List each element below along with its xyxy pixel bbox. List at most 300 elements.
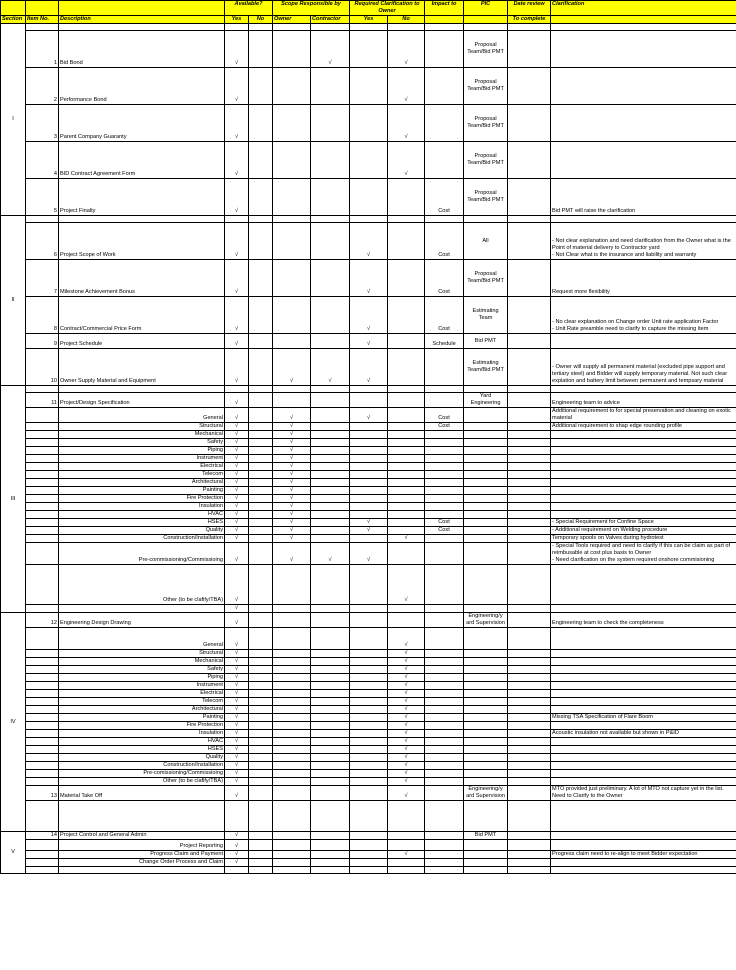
clar-yes <box>350 859 388 867</box>
clarification-cell <box>551 511 736 519</box>
pic-cell <box>464 746 508 754</box>
date-review-cell <box>508 334 551 349</box>
date-review-cell <box>508 666 551 674</box>
avail-no <box>249 463 273 471</box>
item-no-cell <box>26 801 59 832</box>
item-no-cell <box>26 859 59 867</box>
clar-no <box>388 349 425 386</box>
pic-cell <box>464 386 508 393</box>
scope-contractor <box>311 393 350 408</box>
scope-owner <box>273 867 311 874</box>
clarification-cell: Engineering team to advice <box>551 393 736 408</box>
clar-no <box>388 840 425 851</box>
clarification-cell <box>551 31 736 68</box>
description-cell <box>59 24 225 31</box>
clar-yes: √ <box>350 408 388 423</box>
table-row <box>1 786 736 801</box>
avail-yes: √ <box>225 487 249 495</box>
table-row <box>1 730 736 738</box>
scope-owner: √ <box>273 543 311 565</box>
clar-no: √ <box>388 770 425 778</box>
scope-contractor <box>311 24 350 31</box>
pic-cell <box>464 859 508 867</box>
clar-yes <box>350 142 388 179</box>
clar-yes <box>350 487 388 495</box>
pic-cell: Proposal Team/Bid PMT <box>464 260 508 297</box>
header-blank <box>26 1 59 16</box>
clar-yes <box>350 447 388 455</box>
description-cell: Parent Company Guaranty <box>59 105 225 142</box>
item-no-cell <box>26 867 59 874</box>
impact-cell <box>425 650 464 658</box>
description-cell: Architectural <box>59 479 225 487</box>
impact-cell <box>425 840 464 851</box>
scope-contractor <box>311 565 350 605</box>
clarification-cell <box>551 386 736 393</box>
avail-yes: √ <box>225 786 249 801</box>
item-no-cell <box>26 455 59 463</box>
date-review-cell <box>508 778 551 786</box>
date-review-cell <box>508 535 551 543</box>
date-review-cell <box>508 762 551 770</box>
avail-yes: √ <box>225 393 249 408</box>
avail-yes: √ <box>225 682 249 690</box>
description-cell: Milestone Achievement Bonus <box>59 260 225 297</box>
clar-yes: √ <box>350 334 388 349</box>
description-cell: Mechanical <box>59 431 225 439</box>
impact-cell <box>425 495 464 503</box>
pic-cell <box>464 851 508 859</box>
clar-no: √ <box>388 851 425 859</box>
avail-yes: √ <box>225 738 249 746</box>
impact-cell <box>425 511 464 519</box>
item-no-cell <box>26 738 59 746</box>
description-cell: Construction/Installation <box>59 762 225 770</box>
clar-no <box>388 386 425 393</box>
clarification-cell: Bid PMT will raise the clarification <box>551 179 736 216</box>
clarification-cell: Missing TSA Specification of Flare Boom <box>551 714 736 722</box>
scope-contractor <box>311 851 350 859</box>
clar-no <box>388 867 425 874</box>
clar-no: √ <box>388 746 425 754</box>
avail-yes: √ <box>225 698 249 706</box>
header-scope: Scope Responsible by <box>273 1 350 16</box>
date-review-cell <box>508 690 551 698</box>
scope-contractor: √ <box>311 31 350 68</box>
pic-cell: Bid PMT <box>464 334 508 349</box>
scope-contractor <box>311 832 350 840</box>
description-cell: Project/Design Specification <box>59 393 225 408</box>
clarification-cell <box>551 650 736 658</box>
date-review-cell <box>508 738 551 746</box>
clar-no <box>388 527 425 535</box>
clarification-cell: Additional requirement to shap edge rounding profile <box>551 423 736 431</box>
avail-yes: √ <box>225 511 249 519</box>
pic-cell: Proposal Team/Bid PMT <box>464 142 508 179</box>
scope-owner: √ <box>273 349 311 386</box>
pic-cell <box>464 605 508 613</box>
scope-contractor: √ <box>311 349 350 386</box>
pic-cell <box>464 698 508 706</box>
clarification-cell <box>551 762 736 770</box>
pic-cell: Engineering/y ard Supervision <box>464 613 508 628</box>
impact-cell <box>425 801 464 832</box>
clarification-cell <box>551 105 736 142</box>
avail-no <box>249 216 273 223</box>
avail-yes: √ <box>225 706 249 714</box>
clarification-cell: Request more flexibility <box>551 260 736 297</box>
pic-cell <box>464 770 508 778</box>
avail-yes: √ <box>225 105 249 142</box>
clar-yes: √ <box>350 527 388 535</box>
pic-cell <box>464 730 508 738</box>
clarification-cell <box>551 738 736 746</box>
avail-yes: √ <box>225 565 249 605</box>
table-row <box>1 801 736 832</box>
description-cell <box>59 386 225 393</box>
table-row <box>1 674 736 682</box>
avail-yes: √ <box>225 349 249 386</box>
clar-no: √ <box>388 68 425 105</box>
pic-cell <box>464 527 508 535</box>
description-cell: Piping <box>59 447 225 455</box>
description-cell: Performance Bond <box>59 68 225 105</box>
clar-yes <box>350 431 388 439</box>
avail-yes: √ <box>225 408 249 423</box>
impact-cell <box>425 746 464 754</box>
date-review-cell <box>508 650 551 658</box>
avail-no <box>249 706 273 714</box>
clar-no <box>388 543 425 565</box>
table-row <box>1 770 736 778</box>
pic-cell <box>464 682 508 690</box>
pic-cell <box>464 778 508 786</box>
scope-contractor <box>311 762 350 770</box>
clar-yes <box>350 658 388 666</box>
date-review-cell <box>508 105 551 142</box>
section-cell: I <box>1 24 26 216</box>
clarification-cell <box>551 471 736 479</box>
scope-contractor <box>311 386 350 393</box>
date-review-cell <box>508 511 551 519</box>
impact-cell <box>425 762 464 770</box>
table-row <box>1 223 736 260</box>
clar-yes <box>350 24 388 31</box>
pic-cell <box>464 738 508 746</box>
scope-contractor <box>311 527 350 535</box>
clarification-cell <box>551 479 736 487</box>
pic-cell: Proposal Team/Bid PMT <box>464 179 508 216</box>
impact-cell <box>425 613 464 628</box>
avail-no <box>249 628 273 650</box>
avail-yes <box>225 216 249 223</box>
pic-cell <box>464 690 508 698</box>
item-no-cell: 1 <box>26 31 59 68</box>
pic-cell <box>464 511 508 519</box>
date-review-cell <box>508 423 551 431</box>
date-review-cell <box>508 24 551 31</box>
item-no-cell <box>26 447 59 455</box>
item-no-cell <box>26 423 59 431</box>
scope-owner <box>273 223 311 260</box>
item-no-cell <box>26 439 59 447</box>
avail-yes: √ <box>225 503 249 511</box>
header-to-complete: To complete <box>508 16 551 24</box>
table-row <box>1 423 736 431</box>
clar-no: √ <box>388 778 425 786</box>
scope-owner <box>273 393 311 408</box>
avail-yes: √ <box>225 658 249 666</box>
description-cell: Telecom <box>59 471 225 479</box>
avail-no <box>249 487 273 495</box>
scope-contractor <box>311 666 350 674</box>
impact-cell <box>425 754 464 762</box>
pic-cell <box>464 423 508 431</box>
clar-yes <box>350 105 388 142</box>
impact-cell <box>425 386 464 393</box>
scope-contractor <box>311 674 350 682</box>
impact-cell <box>425 503 464 511</box>
item-no-cell <box>26 511 59 519</box>
clarification-cell <box>551 778 736 786</box>
table-row <box>1 714 736 722</box>
scope-contractor <box>311 519 350 527</box>
clar-no <box>388 495 425 503</box>
date-review-cell <box>508 628 551 650</box>
impact-cell <box>425 730 464 738</box>
scope-owner <box>273 179 311 216</box>
table-row <box>1 650 736 658</box>
pic-cell <box>464 674 508 682</box>
item-no-cell <box>26 527 59 535</box>
table-row <box>1 463 736 471</box>
date-review-cell <box>508 786 551 801</box>
pic-cell <box>464 628 508 650</box>
table-row <box>1 495 736 503</box>
avail-yes <box>225 386 249 393</box>
avail-no <box>249 334 273 349</box>
impact-cell: Cost <box>425 527 464 535</box>
pic-cell <box>464 455 508 463</box>
clarification-cell: Additional requirement to for special preservation and cleaning on exotic material <box>551 408 736 423</box>
scope-contractor: √ <box>311 543 350 565</box>
impact-cell <box>425 851 464 859</box>
avail-yes: √ <box>225 650 249 658</box>
scope-owner: √ <box>273 495 311 503</box>
avail-no <box>249 832 273 840</box>
table-row <box>1 216 736 223</box>
clar-yes: √ <box>350 543 388 565</box>
scope-owner <box>273 722 311 730</box>
clar-yes <box>350 463 388 471</box>
clar-no <box>388 431 425 439</box>
avail-no <box>249 674 273 682</box>
scope-owner <box>273 297 311 334</box>
avail-no <box>249 746 273 754</box>
clarification-cell <box>551 859 736 867</box>
clar-yes <box>350 832 388 840</box>
clar-yes <box>350 439 388 447</box>
scope-owner: √ <box>273 463 311 471</box>
clar-no: √ <box>388 706 425 714</box>
clar-yes <box>350 471 388 479</box>
description-cell <box>59 605 225 613</box>
clar-no: √ <box>388 666 425 674</box>
scope-contractor <box>311 754 350 762</box>
scope-owner <box>273 770 311 778</box>
avail-no <box>249 535 273 543</box>
item-no-cell <box>26 682 59 690</box>
item-no-cell: 11 <box>26 393 59 408</box>
avail-no <box>249 393 273 408</box>
clar-yes <box>350 778 388 786</box>
scope-contractor <box>311 495 350 503</box>
impact-cell <box>425 431 464 439</box>
scope-owner <box>273 605 311 613</box>
clar-yes <box>350 216 388 223</box>
pic-cell <box>464 216 508 223</box>
table-row <box>1 690 736 698</box>
avail-no <box>249 408 273 423</box>
description-cell: HSES <box>59 519 225 527</box>
impact-cell: Cost <box>425 179 464 216</box>
avail-no <box>249 471 273 479</box>
clar-yes <box>350 682 388 690</box>
table-row <box>1 527 736 535</box>
date-review-cell <box>508 730 551 738</box>
clar-yes: √ <box>350 223 388 260</box>
scope-owner <box>273 738 311 746</box>
item-no-cell <box>26 503 59 511</box>
avail-no <box>249 690 273 698</box>
date-review-cell <box>508 455 551 463</box>
clarification-cell <box>551 754 736 762</box>
scope-owner <box>273 674 311 682</box>
clar-no <box>388 393 425 408</box>
table-row <box>1 142 736 179</box>
item-no-cell: 8 <box>26 297 59 334</box>
section-cell: IV <box>1 613 26 832</box>
impact-cell <box>425 105 464 142</box>
scope-contractor <box>311 690 350 698</box>
clarification-cell <box>551 674 736 682</box>
scope-owner <box>273 786 311 801</box>
date-review-cell <box>508 859 551 867</box>
impact-cell <box>425 778 464 786</box>
scope-contractor <box>311 840 350 851</box>
item-no-cell: 10 <box>26 349 59 386</box>
table-row <box>1 386 736 393</box>
clarification-cell <box>551 463 736 471</box>
avail-no <box>249 223 273 260</box>
date-review-cell <box>508 770 551 778</box>
clar-no <box>388 439 425 447</box>
avail-no <box>249 738 273 746</box>
table-row <box>1 431 736 439</box>
clar-no: √ <box>388 31 425 68</box>
impact-cell <box>425 447 464 455</box>
avail-no <box>249 859 273 867</box>
item-no-cell <box>26 730 59 738</box>
impact-cell <box>425 535 464 543</box>
description-cell: Construction/Installation <box>59 535 225 543</box>
item-no-cell <box>26 706 59 714</box>
table-row <box>1 543 736 565</box>
avail-yes: √ <box>225 674 249 682</box>
avail-yes: √ <box>225 260 249 297</box>
scope-contractor <box>311 778 350 786</box>
table-row <box>1 393 736 408</box>
scope-owner <box>273 31 311 68</box>
clar-yes <box>350 68 388 105</box>
description-cell: Electrical <box>59 463 225 471</box>
impact-cell <box>425 786 464 801</box>
table-row <box>1 778 736 786</box>
avail-no <box>249 142 273 179</box>
scope-contractor <box>311 105 350 142</box>
scope-contractor <box>311 179 350 216</box>
description-cell: Project Reporting <box>59 840 225 851</box>
clar-yes <box>350 730 388 738</box>
pic-cell <box>464 479 508 487</box>
pic-cell <box>464 762 508 770</box>
date-review-cell <box>508 179 551 216</box>
scope-owner: √ <box>273 487 311 495</box>
item-no-cell <box>26 216 59 223</box>
item-no-cell <box>26 650 59 658</box>
scope-contractor <box>311 714 350 722</box>
table-row <box>1 706 736 714</box>
impact-cell <box>425 565 464 605</box>
avail-no <box>249 851 273 859</box>
avail-no <box>249 770 273 778</box>
clar-no <box>388 832 425 840</box>
scope-owner <box>273 706 311 714</box>
description-cell: BID Contract Agreement Form <box>59 142 225 179</box>
avail-no <box>249 867 273 874</box>
avail-yes: √ <box>225 495 249 503</box>
header-clar-yes: Yes <box>350 16 388 24</box>
date-review-cell <box>508 479 551 487</box>
avail-no <box>249 543 273 565</box>
avail-no <box>249 658 273 666</box>
date-review-cell <box>508 851 551 859</box>
date-review-cell <box>508 698 551 706</box>
avail-no <box>249 714 273 722</box>
description-cell: HVAC <box>59 511 225 519</box>
date-review-cell <box>508 223 551 260</box>
header-contractor: Contractor <box>311 16 350 24</box>
clar-yes <box>350 613 388 628</box>
scope-owner: √ <box>273 519 311 527</box>
date-review-cell <box>508 714 551 722</box>
item-no-cell <box>26 840 59 851</box>
avail-yes: √ <box>225 778 249 786</box>
clarification-cell <box>551 746 736 754</box>
scope-contractor <box>311 605 350 613</box>
clarification-cell <box>551 487 736 495</box>
date-review-cell <box>508 658 551 666</box>
scope-contractor <box>311 801 350 832</box>
item-no-cell <box>26 519 59 527</box>
table-row <box>1 658 736 666</box>
clar-no <box>388 297 425 334</box>
pic-cell <box>464 754 508 762</box>
description-cell: Insulation <box>59 730 225 738</box>
table-row <box>1 511 736 519</box>
avail-no <box>249 801 273 832</box>
clar-no <box>388 859 425 867</box>
